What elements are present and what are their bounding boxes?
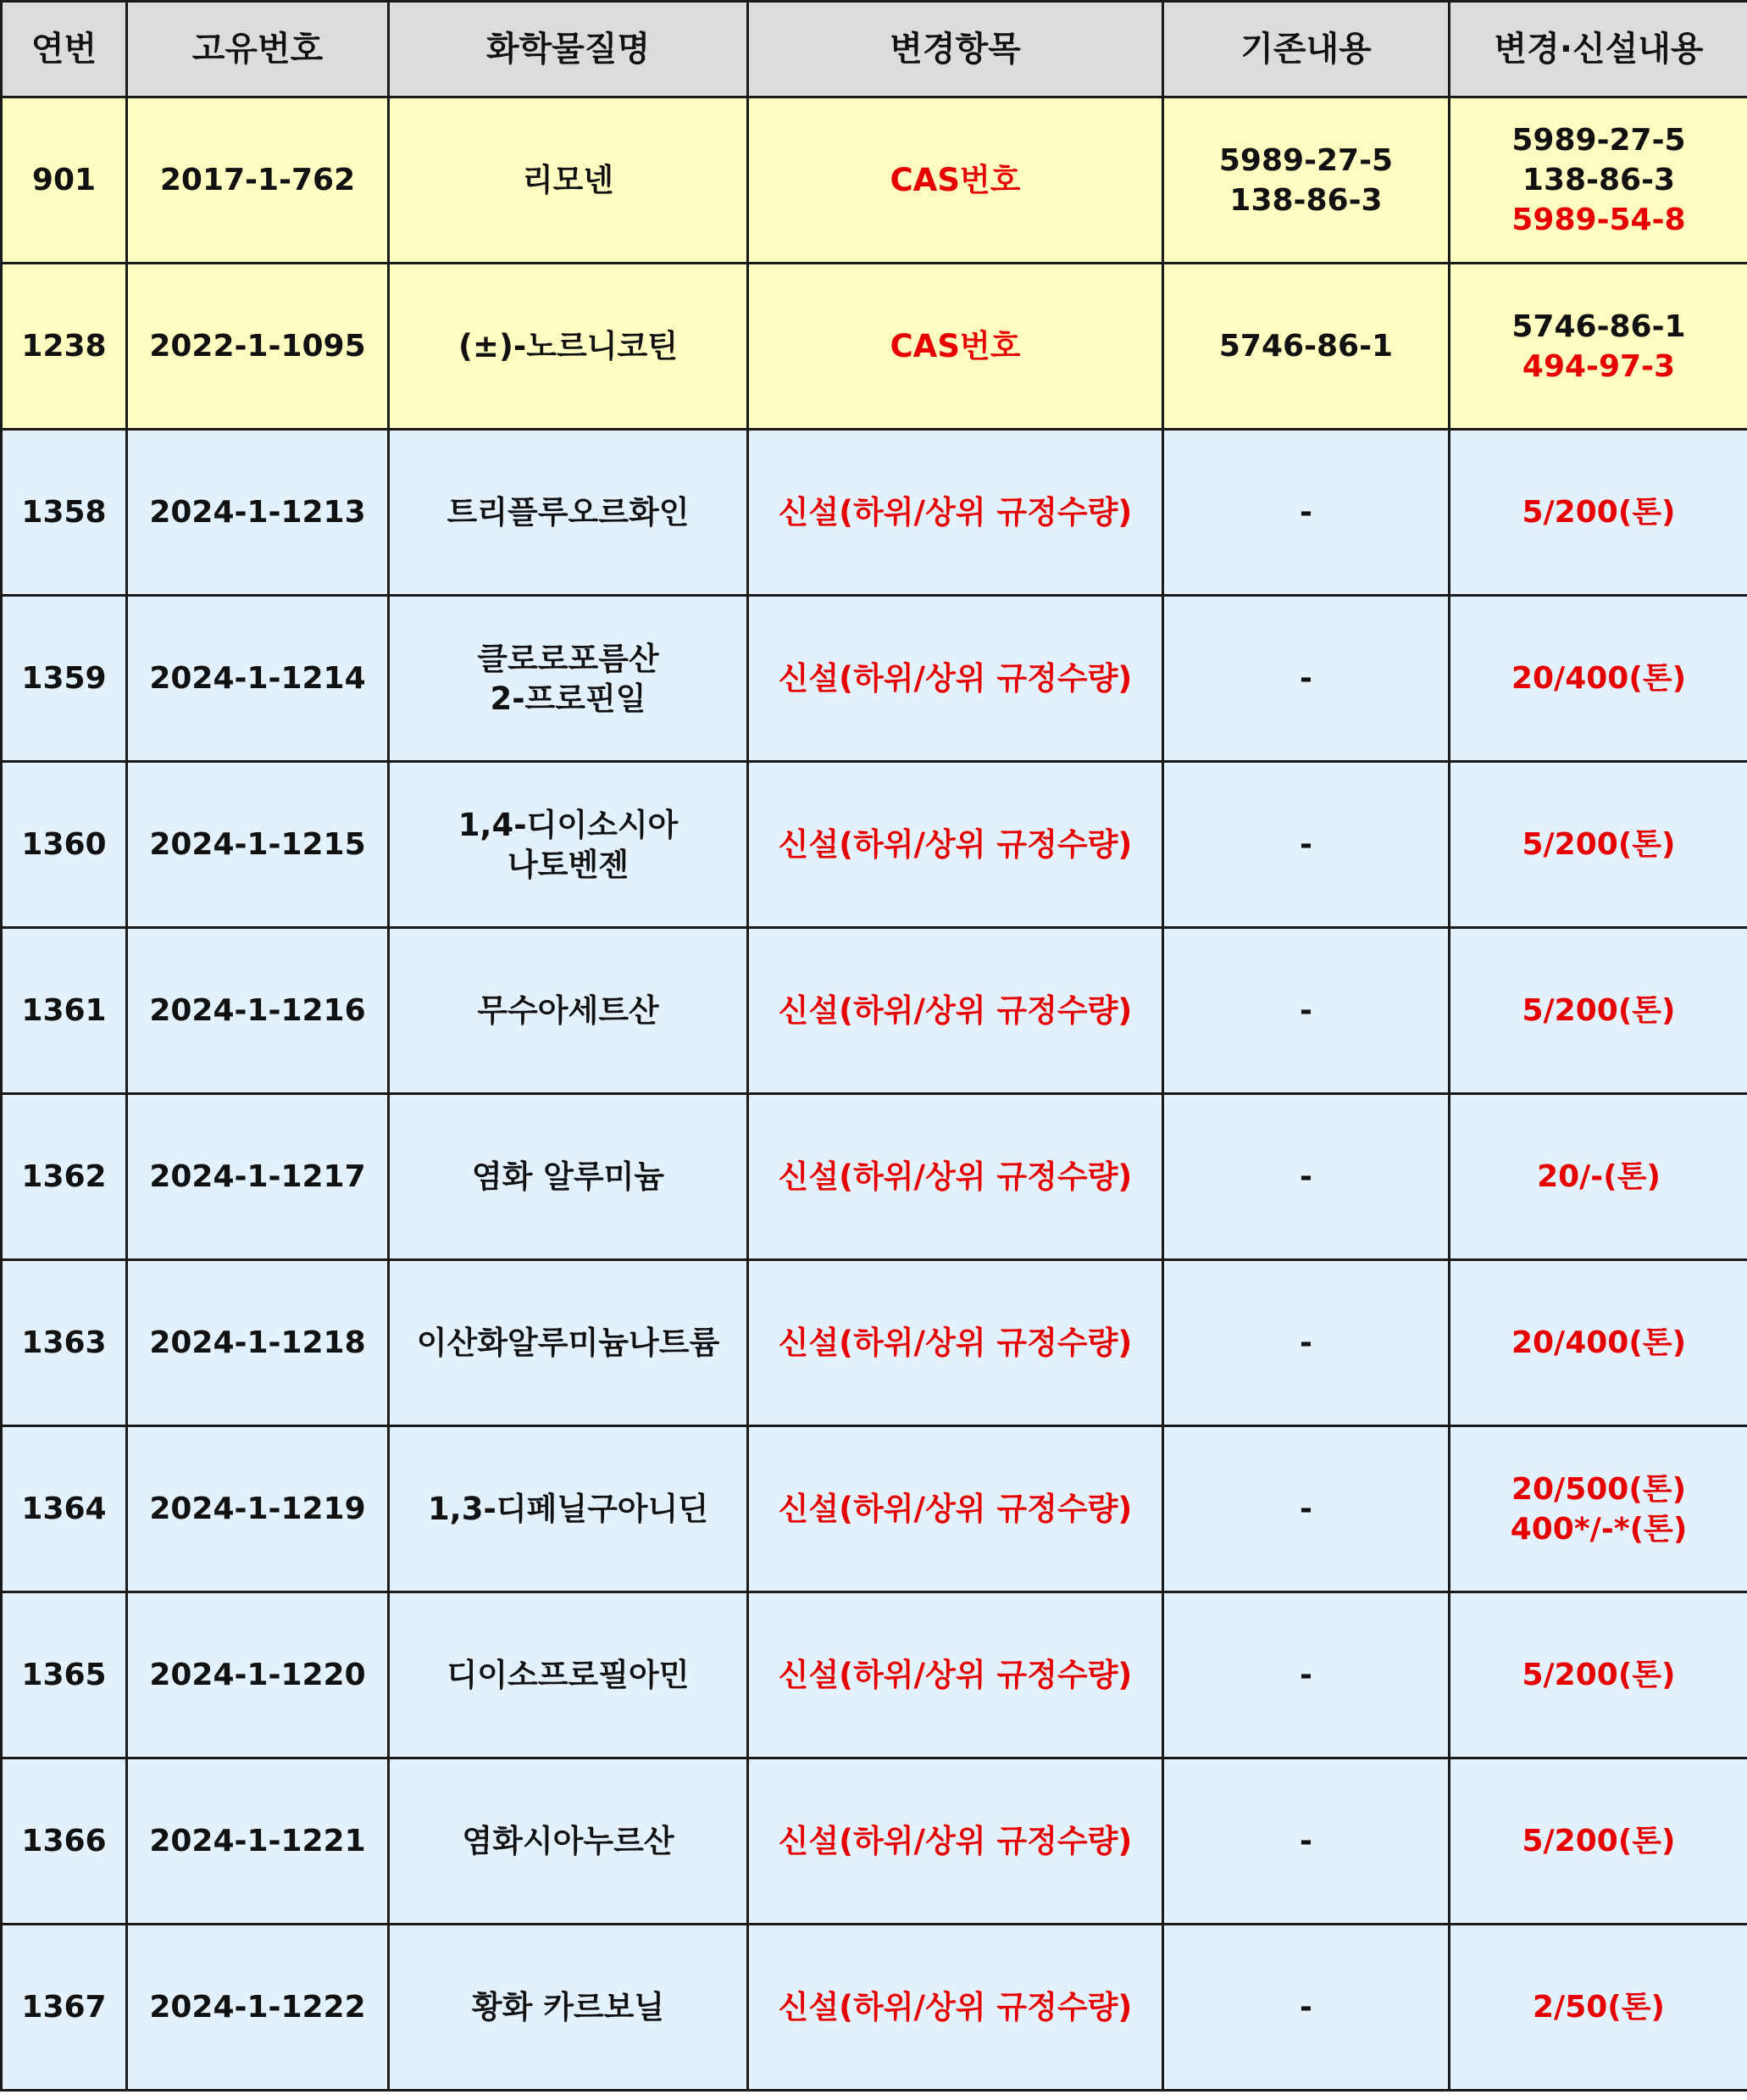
row-before <box>1163 1758 1450 1925</box>
before-line: - <box>1300 1325 1312 1360</box>
row-no: 1363 <box>2 1260 127 1426</box>
after-line: 20/400(톤) <box>1511 1325 1687 1360</box>
row-chemical-name <box>389 430 748 596</box>
header-before: 기존내용 <box>1163 2 1450 97</box>
after-line: 20/-(톤) <box>1537 1159 1661 1194</box>
before-line: 5989-27-5 <box>1218 142 1394 178</box>
row-after <box>1450 264 1747 430</box>
row-id: 2024-1-1221 <box>127 1758 389 1925</box>
row-chemical-name <box>389 596 748 762</box>
row-no: 1362 <box>2 1094 127 1260</box>
row-after <box>1450 762 1747 928</box>
row-id: 2024-1-1218 <box>127 1260 389 1426</box>
row-chemical-name <box>389 1094 748 1260</box>
table-row <box>2 264 1747 430</box>
row-id: 2024-1-1219 <box>127 1426 389 1592</box>
row-change-item: CAS번호 <box>748 97 1163 264</box>
before-line: - <box>1300 661 1312 696</box>
row-chemical-name <box>389 1925 748 2091</box>
header-chemical-name: 화학물질명 <box>389 2 748 97</box>
chemical-name-line: 1,3-디페닐구아니딘 <box>427 1491 709 1527</box>
row-before <box>1163 928 1450 1094</box>
row-before <box>1163 1426 1450 1592</box>
row-chemical-name <box>389 1426 748 1592</box>
row-change-item: 신설(하위/상위 규정수량) <box>748 1592 1163 1758</box>
row-chemical-name <box>389 1758 748 1925</box>
row-no: 1360 <box>2 762 127 928</box>
after-line: 2/50(톤) <box>1533 1990 1665 2025</box>
table-row <box>2 1592 1747 1758</box>
row-no: 901 <box>2 97 127 264</box>
before-line: - <box>1300 1492 1312 1526</box>
before-line: 138-86-3 <box>1229 182 1383 218</box>
row-id: 2022-1-1095 <box>127 264 389 430</box>
row-no: 1364 <box>2 1426 127 1592</box>
table-row <box>2 1426 1747 1592</box>
row-before <box>1163 762 1450 928</box>
after-line: 5/200(톤) <box>1522 993 1676 1028</box>
after-line: 20/500(톤) <box>1511 1471 1687 1507</box>
row-after <box>1450 1260 1747 1426</box>
after-line: 5/200(톤) <box>1522 1658 1676 1692</box>
chemical-name-line: 염화 알루미늄 <box>471 1158 665 1195</box>
before-line: - <box>1300 495 1312 530</box>
table-body <box>2 97 1747 2091</box>
row-after <box>1450 1925 1747 2091</box>
row-change-item: 신설(하위/상위 규정수량) <box>748 928 1163 1094</box>
table-row <box>2 1925 1747 2091</box>
table-row <box>2 928 1747 1094</box>
row-id: 2024-1-1220 <box>127 1592 389 1758</box>
row-id: 2024-1-1213 <box>127 430 389 596</box>
after-line: 400*/-*(톤) <box>1510 1511 1688 1547</box>
row-change-item: 신설(하위/상위 규정수량) <box>748 596 1163 762</box>
row-chemical-name <box>389 928 748 1094</box>
before-line: 5746-86-1 <box>1218 329 1394 364</box>
table-row <box>2 1758 1747 1925</box>
row-no: 1365 <box>2 1592 127 1758</box>
row-before <box>1163 1094 1450 1260</box>
table-row <box>2 762 1747 928</box>
chemical-name-line: 클로로포름산 <box>477 640 659 677</box>
after-line: 5746-86-1 <box>1511 308 1686 344</box>
row-before <box>1163 97 1450 264</box>
after-line: 5/200(톤) <box>1522 495 1676 530</box>
row-change-item: CAS번호 <box>748 264 1163 430</box>
after-line: 5/200(톤) <box>1522 827 1676 862</box>
before-line: - <box>1300 1658 1312 1692</box>
header-row <box>2 2 1747 97</box>
table-row <box>2 430 1747 596</box>
row-after <box>1450 1094 1747 1260</box>
header-after: 변경·신설내용 <box>1450 2 1747 97</box>
row-change-item: 신설(하위/상위 규정수량) <box>748 430 1163 596</box>
before-line: - <box>1300 827 1312 862</box>
after-line: 494-97-3 <box>1522 348 1676 384</box>
before-line: - <box>1300 1990 1312 2025</box>
chemical-name-line: 이산화알루미늄나트륨 <box>416 1325 720 1361</box>
row-no: 1367 <box>2 1925 127 2091</box>
before-line: - <box>1300 993 1312 1028</box>
row-before <box>1163 430 1450 596</box>
row-chemical-name <box>389 97 748 264</box>
row-id: 2017-1-762 <box>127 97 389 264</box>
after-line: 5/200(톤) <box>1522 1824 1676 1858</box>
row-id: 2024-1-1222 <box>127 1925 389 2091</box>
row-no: 1238 <box>2 264 127 430</box>
row-id: 2024-1-1216 <box>127 928 389 1094</box>
after-line: 5989-54-8 <box>1511 203 1686 237</box>
row-chemical-name <box>389 1260 748 1426</box>
table-row <box>2 1260 1747 1426</box>
row-chemical-name <box>389 264 748 430</box>
row-no: 1359 <box>2 596 127 762</box>
row-after <box>1450 1426 1747 1592</box>
row-before <box>1163 1260 1450 1426</box>
row-chemical-name <box>389 762 748 928</box>
row-chemical-name <box>389 1592 748 1758</box>
chemical-name-line: 나토벤젠 <box>507 846 629 883</box>
table-header <box>2 2 1747 97</box>
header-no: 연번 <box>2 2 127 97</box>
before-line: - <box>1300 1159 1312 1194</box>
row-before <box>1163 1925 1450 2091</box>
row-id: 2024-1-1217 <box>127 1094 389 1260</box>
chemical-name-line: (±)-노르니코틴 <box>458 328 678 364</box>
after-line: 5989-27-5 <box>1511 123 1686 158</box>
row-change-item: 신설(하위/상위 규정수량) <box>748 1260 1163 1426</box>
table-row <box>2 1094 1747 1260</box>
after-line: 138-86-3 <box>1522 163 1676 197</box>
chemical-name-line: 디이소프로필아민 <box>446 1657 690 1693</box>
header-change-item: 변경항목 <box>748 2 1163 97</box>
row-no: 1366 <box>2 1758 127 1925</box>
row-change-item: 신설(하위/상위 규정수량) <box>748 762 1163 928</box>
row-id: 2024-1-1214 <box>127 596 389 762</box>
row-after <box>1450 1758 1747 1925</box>
chemical-name-line: 무수아세트산 <box>477 992 659 1029</box>
table-row <box>2 97 1747 264</box>
after-line: 20/400(톤) <box>1511 661 1687 696</box>
row-no: 1361 <box>2 928 127 1094</box>
chemical-name-line: 1,4-디이소시아 <box>458 806 679 843</box>
row-before <box>1163 596 1450 762</box>
row-after <box>1450 1592 1747 1758</box>
chemical-name-line: 2-프로핀일 <box>490 680 646 717</box>
row-change-item: 신설(하위/상위 규정수량) <box>748 1758 1163 1925</box>
row-change-item: 신설(하위/상위 규정수량) <box>748 1426 1163 1592</box>
chemical-name-line: 염화시아누르산 <box>462 1823 674 1859</box>
header-id: 고유번호 <box>127 2 389 97</box>
row-before <box>1163 264 1450 430</box>
row-change-item: 신설(하위/상위 규정수량) <box>748 1925 1163 2091</box>
row-after <box>1450 596 1747 762</box>
before-line: - <box>1300 1824 1312 1858</box>
row-after <box>1450 928 1747 1094</box>
row-after <box>1450 97 1747 264</box>
chemical-name-line: 황화 카르보닐 <box>471 1989 665 2025</box>
row-before <box>1163 1592 1450 1758</box>
chemical-name-line: 리모넨 <box>522 162 614 198</box>
table-row <box>2 596 1747 762</box>
row-after <box>1450 430 1747 596</box>
row-id: 2024-1-1215 <box>127 762 389 928</box>
row-change-item: 신설(하위/상위 규정수량) <box>748 1094 1163 1260</box>
chemical-name-line: 트리플루오르화인 <box>446 494 690 531</box>
row-no: 1358 <box>2 430 127 596</box>
